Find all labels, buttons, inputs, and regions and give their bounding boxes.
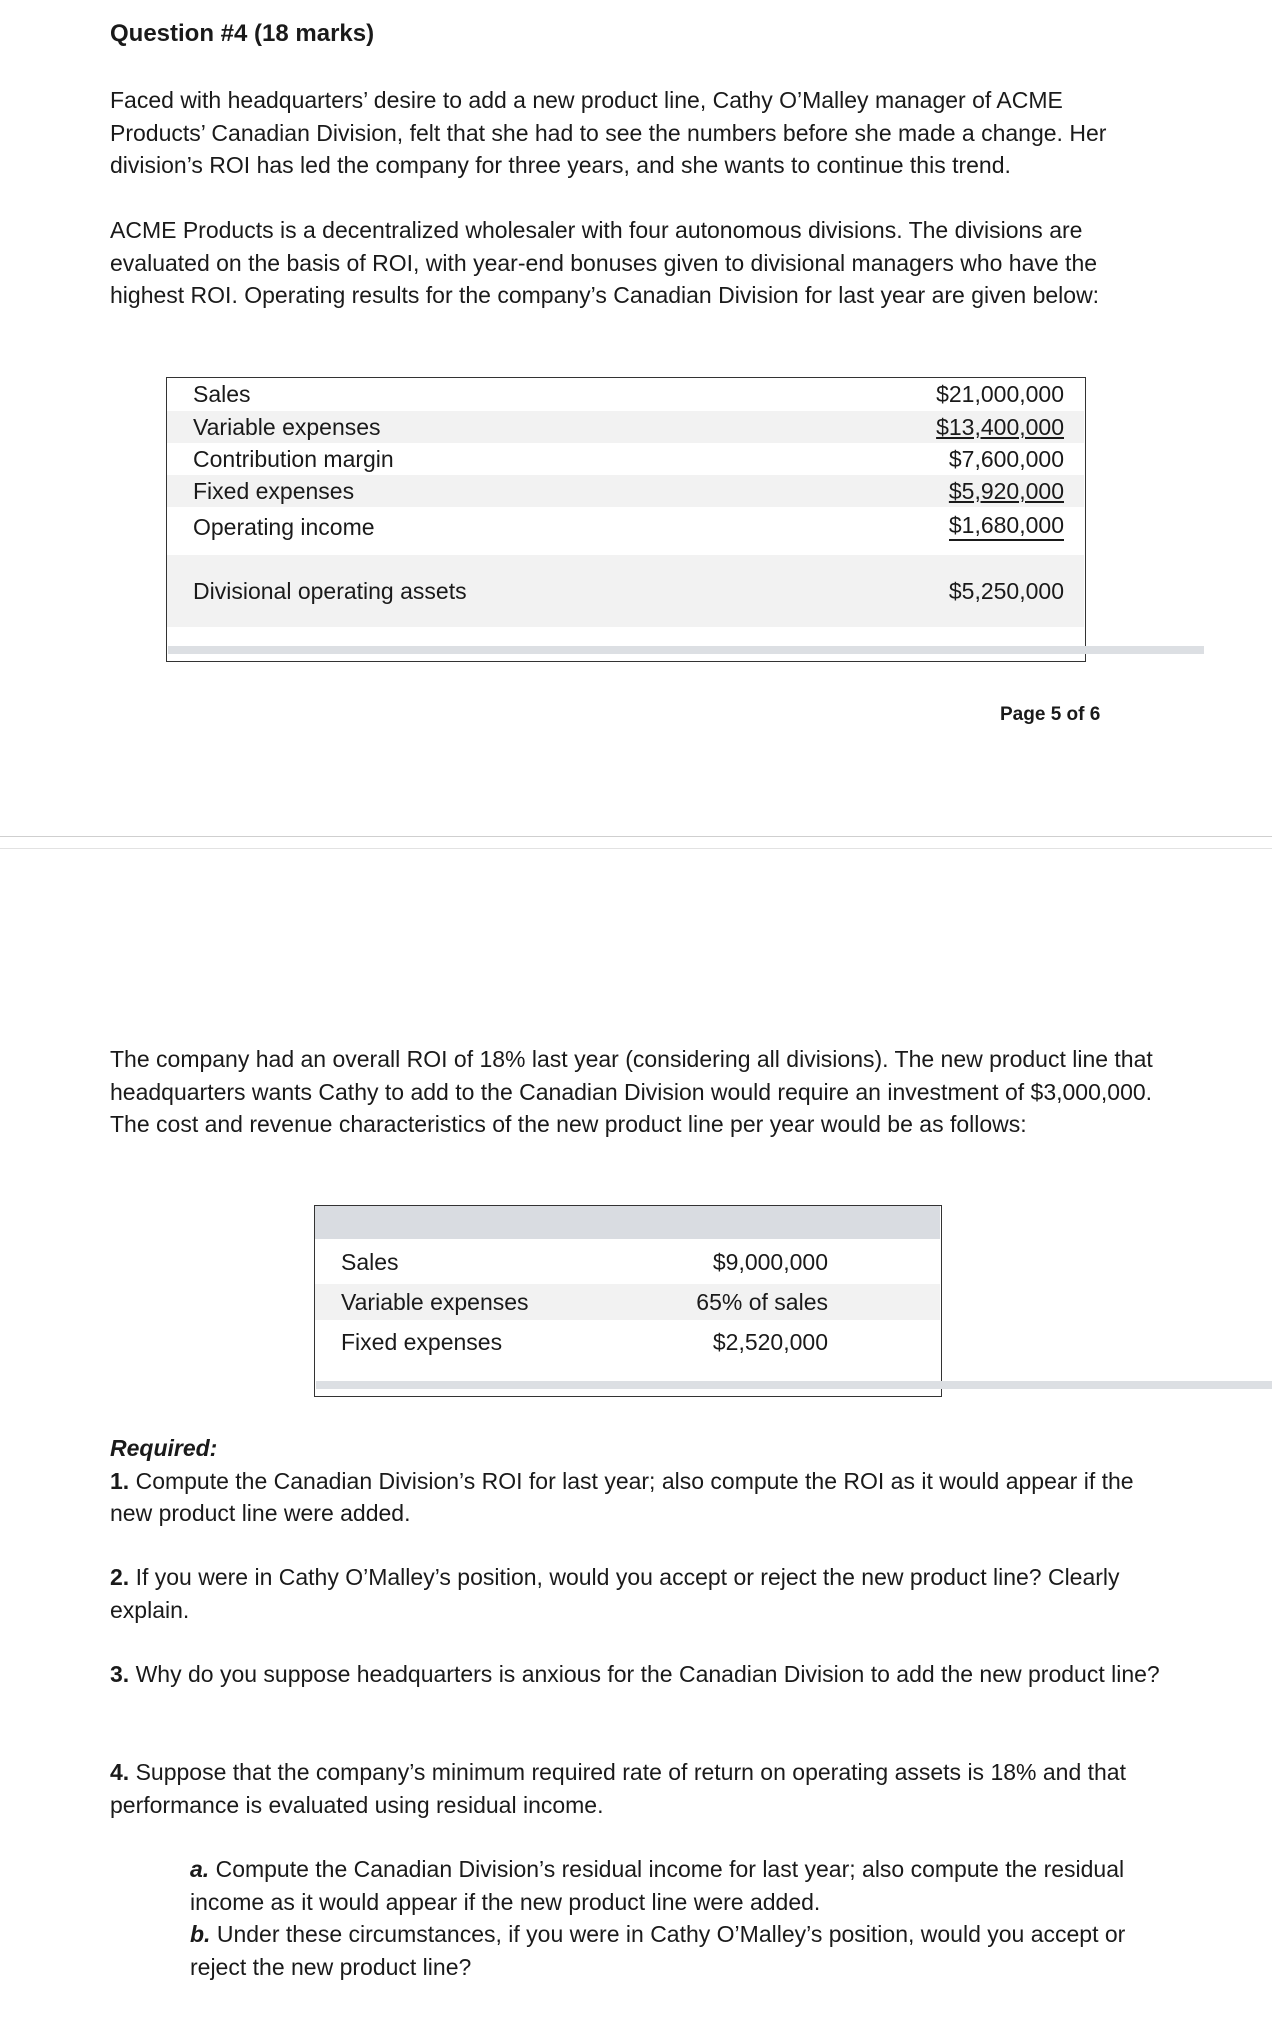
row-label: Variable expenses <box>193 414 381 440</box>
table-header <box>315 1206 940 1239</box>
page-separator <box>0 836 1272 837</box>
row-value: $1,680,000 <box>949 511 1064 541</box>
table-row <box>167 511 1084 543</box>
question-4a: a. Compute the Canadian Division’s residual income for last year; also compute the residual income as it would appear if the new product line were added. <box>190 1856 1125 1915</box>
row-value: 65% of sales <box>696 1289 828 1315</box>
table-row <box>167 475 1084 507</box>
row-value: $13,400,000 <box>936 414 1064 440</box>
table-row <box>315 1244 940 1280</box>
intro-paragraph-2: ACME Products is a decentralized wholesaler with four autonomous divisions. The divisions are evaluated on the basis of ROI, with year-end bonuses given to divisional managers who have the highest ROI. Operating results for the company’s Canadian Division for last year are given below: <box>110 217 1100 308</box>
table-row <box>315 1284 940 1320</box>
row-label: Sales <box>193 381 251 407</box>
question-4: 4. Suppose that the company’s minimum required rate of return on operating assets is 18% and that performance is evaluated using residual income. <box>110 1759 1126 1818</box>
intro-paragraph-1: Faced with headquarters’ desire to add a new product line, Cathy O’Malley manager of ACME Products’ Canadian Division, felt that she had to see the numbers before she made a change. Her division’s ROI has led the company for three years, and she wants to continue this trend. <box>110 87 1107 178</box>
row-value: $5,920,000 <box>948 478 1064 504</box>
row-value: $2,520,000 <box>712 1329 828 1355</box>
page-separator <box>0 848 1272 849</box>
row-label: Fixed expenses <box>341 1329 503 1355</box>
required-section <box>110 1432 1170 1530</box>
row-label: Fixed expenses <box>193 478 355 504</box>
row-value: $9,000,000 <box>712 1249 828 1275</box>
table-bottom-bar <box>168 646 1204 654</box>
table-row <box>167 443 1084 475</box>
table-row <box>315 1324 940 1360</box>
question-4b: b. Under these circumstances, if you were in Cathy O’Malley’s position, would you accept or reject the new product line? <box>190 1921 1126 1980</box>
table-row <box>167 378 1084 410</box>
table-bottom-bar <box>316 1381 1272 1389</box>
row-value: $7,600,000 <box>948 446 1064 472</box>
division-results-table <box>166 377 1086 662</box>
required-heading: Required: <box>110 1435 218 1461</box>
row-label: Sales <box>341 1249 399 1275</box>
row-value: $5,250,000 <box>948 578 1064 604</box>
question-2: 2. If you were in Cathy O’Malley’s position, would you accept or reject the new product line? Clearly explain. <box>110 1564 1120 1623</box>
table-row <box>167 555 1084 627</box>
new-product-line-table <box>314 1205 942 1397</box>
question-1: 1. Compute the Canadian Division’s ROI for last year; also compute the ROI as it would appear if the new product line were added. <box>110 1467 1134 1526</box>
page-number: Page 5 of 6 <box>1000 704 1101 725</box>
paragraph-3: The company had an overall ROI of 18% last year (considering all divisions). The new product line that headquarters wants Cathy to add to the Canadian Division would require an investment of $3,000,000. The cost and revenue characteristics of the new product line per year would be as follows: <box>110 1046 1153 1137</box>
table-row <box>167 411 1084 443</box>
question-3: 3. Why do you suppose headquarters is anxious for the Canadian Division to add the new product line? <box>110 1661 1160 1687</box>
row-label: Variable expenses <box>341 1289 529 1315</box>
row-label: Contribution margin <box>193 446 394 472</box>
row-label: Operating income <box>193 514 375 540</box>
question-title: Question #4 (18 marks) <box>110 20 375 47</box>
question-4-subparts <box>190 1853 1140 1983</box>
row-value: $21,000,000 <box>936 381 1064 407</box>
row-label: Divisional operating assets <box>193 578 467 604</box>
